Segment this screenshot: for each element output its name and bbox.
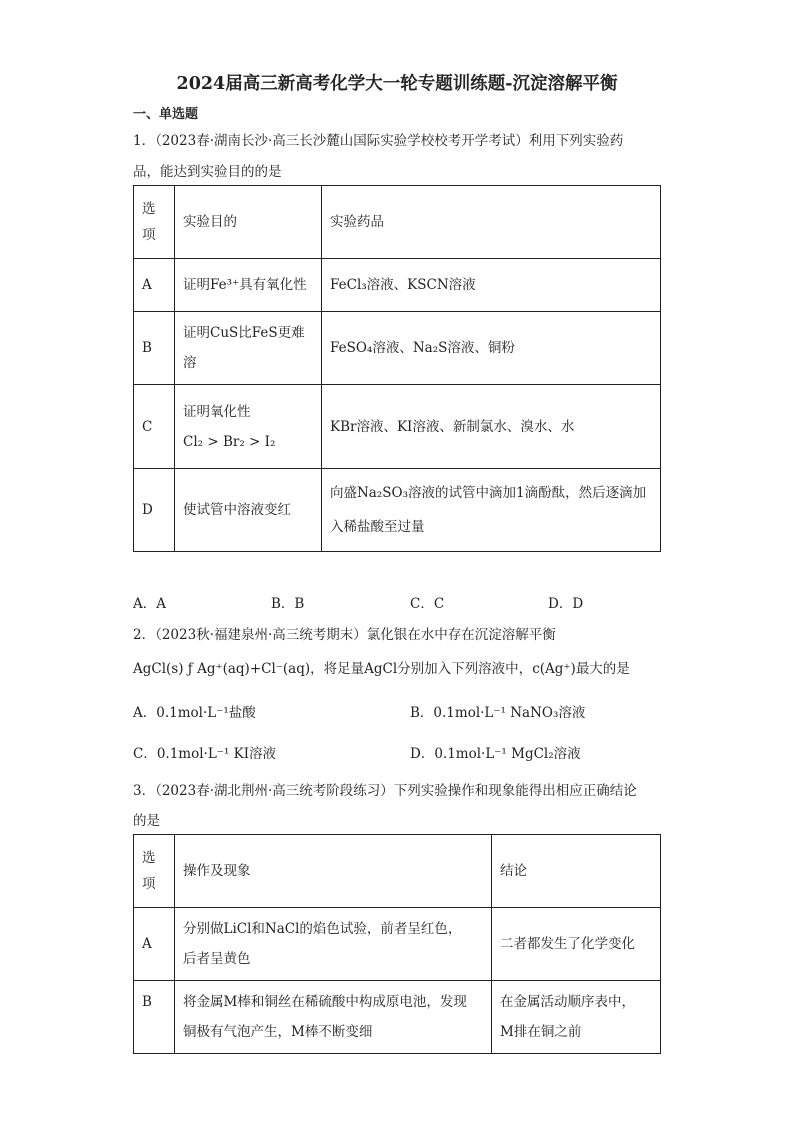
page-title: 2024届高三新高考化学大一轮专题训练题-沉淀溶解平衡 [176, 74, 618, 94]
q1-stem-line1: 1．（2023春·湖南长沙·高三长沙麓山国际实验学校校考开学考试）利用下列实验药 [133, 133, 624, 149]
table-header-row [134, 835, 661, 908]
row-option: B [134, 981, 175, 1054]
q2-option-b[interactable]: B．0.1mol·L⁻¹ NaNO₃溶液 [410, 705, 586, 721]
row-option: A [134, 908, 175, 981]
q1-option-c[interactable]: C．C [410, 596, 445, 612]
table-row [134, 259, 661, 312]
row-drug: KBr溶液、KI溶液、新制氯水、溴水、水 [322, 385, 661, 469]
q1-option-d[interactable]: D．D [548, 596, 584, 612]
header-goal: 实验目的 [175, 186, 322, 259]
row-goal: 使试管中溶液变红 [175, 469, 322, 552]
row-option: D [134, 469, 175, 552]
table-row [134, 385, 661, 469]
row-drug: 向盛Na₂SO₃溶液的试管中滴加1滴酚酞，然后逐滴加入稀盐酸至过量 [322, 469, 661, 552]
q3-stem-line2: 的是 [133, 813, 160, 829]
row-goal: 证明Fe³⁺具有氧化性 [175, 259, 322, 312]
q2-option-d[interactable]: D．0.1mol·L⁻¹ MgCl₂溶液 [410, 746, 581, 762]
q2-option-c[interactable]: C．0.1mol·L⁻¹ KI溶液 [133, 746, 277, 762]
table-row [134, 908, 661, 981]
conclusion-line2: M排在铜之前 [500, 1024, 582, 1040]
header-conclusion: 结论 [492, 835, 661, 908]
q1-table [133, 185, 661, 552]
header-drug: 实验药品 [322, 186, 661, 259]
table-header-row [134, 186, 661, 259]
header-operation: 操作及现象 [175, 835, 492, 908]
section-heading: 一、单选题 [133, 107, 199, 122]
goal-line2: Cl₂ > Br₂ > I₂ [183, 433, 276, 450]
goal-line1: 证明氧化性 [183, 403, 251, 420]
conclusion-line1: 在金属活动顺序表中， [500, 994, 635, 1010]
row-goal: 证明CuS比FeS更难溶 [175, 312, 322, 385]
q3-table [133, 834, 661, 1054]
operation-line2: 后者呈黄色 [183, 951, 251, 967]
row-option: A [134, 259, 175, 312]
q1-stem-line2: 品，能达到实验目的的是 [133, 164, 282, 180]
q2-option-a[interactable]: A．0.1mol·L⁻¹盐酸 [133, 705, 256, 721]
q2-stem-line2 [133, 657, 630, 677]
row-goal [175, 385, 322, 469]
header-option: 选项 [134, 835, 175, 908]
row-drug: FeSO₄溶液、Na₂S溶液、铜粉 [322, 312, 661, 385]
operation-line2: 铜极有气泡产生，M棒不断变细 [183, 1024, 373, 1040]
operation-line1: 分别做LiCl和NaCl的焰色试验，前者呈红色， [183, 921, 462, 937]
q1-option-b[interactable]: B．B [271, 596, 305, 612]
row-option: B [134, 312, 175, 385]
table-row [134, 312, 661, 385]
table-row [134, 469, 661, 552]
q2-equilibrium-equation: AgCl(s) ƒ Ag⁺(aq)+Cl⁻(aq) [133, 661, 311, 677]
operation-line1: 将金属M棒和铜丝在稀硫酸中构成原电池，发现 [183, 994, 467, 1010]
q3-stem-line1: 3．（2023春·湖北荆州·高三统考阶段练习）下列实验操作和现象能得出相应正确结论 [133, 783, 637, 799]
row-conclusion: 二者都发生了化学变化 [492, 908, 661, 981]
q2-stem-text: ，将足量AgCl分别加入下列溶液中， [310, 661, 533, 677]
q2-stem-line1: 2．（2023秋·福建泉州·高三统考期末）氯化银在水中存在沉淀溶解平衡 [133, 627, 556, 643]
row-conclusion [492, 981, 661, 1054]
q2-stem-end: 最大的是 [575, 661, 630, 677]
row-operation [175, 981, 492, 1054]
row-drug: FeCl₃溶液、KSCN溶液 [322, 259, 661, 312]
q1-option-a[interactable]: A．A [133, 596, 166, 612]
row-option: C [134, 385, 175, 469]
table-row [134, 981, 661, 1054]
q2-concentration: c(Ag⁺) [532, 661, 576, 677]
header-option: 选项 [134, 186, 175, 259]
row-operation [175, 908, 492, 981]
